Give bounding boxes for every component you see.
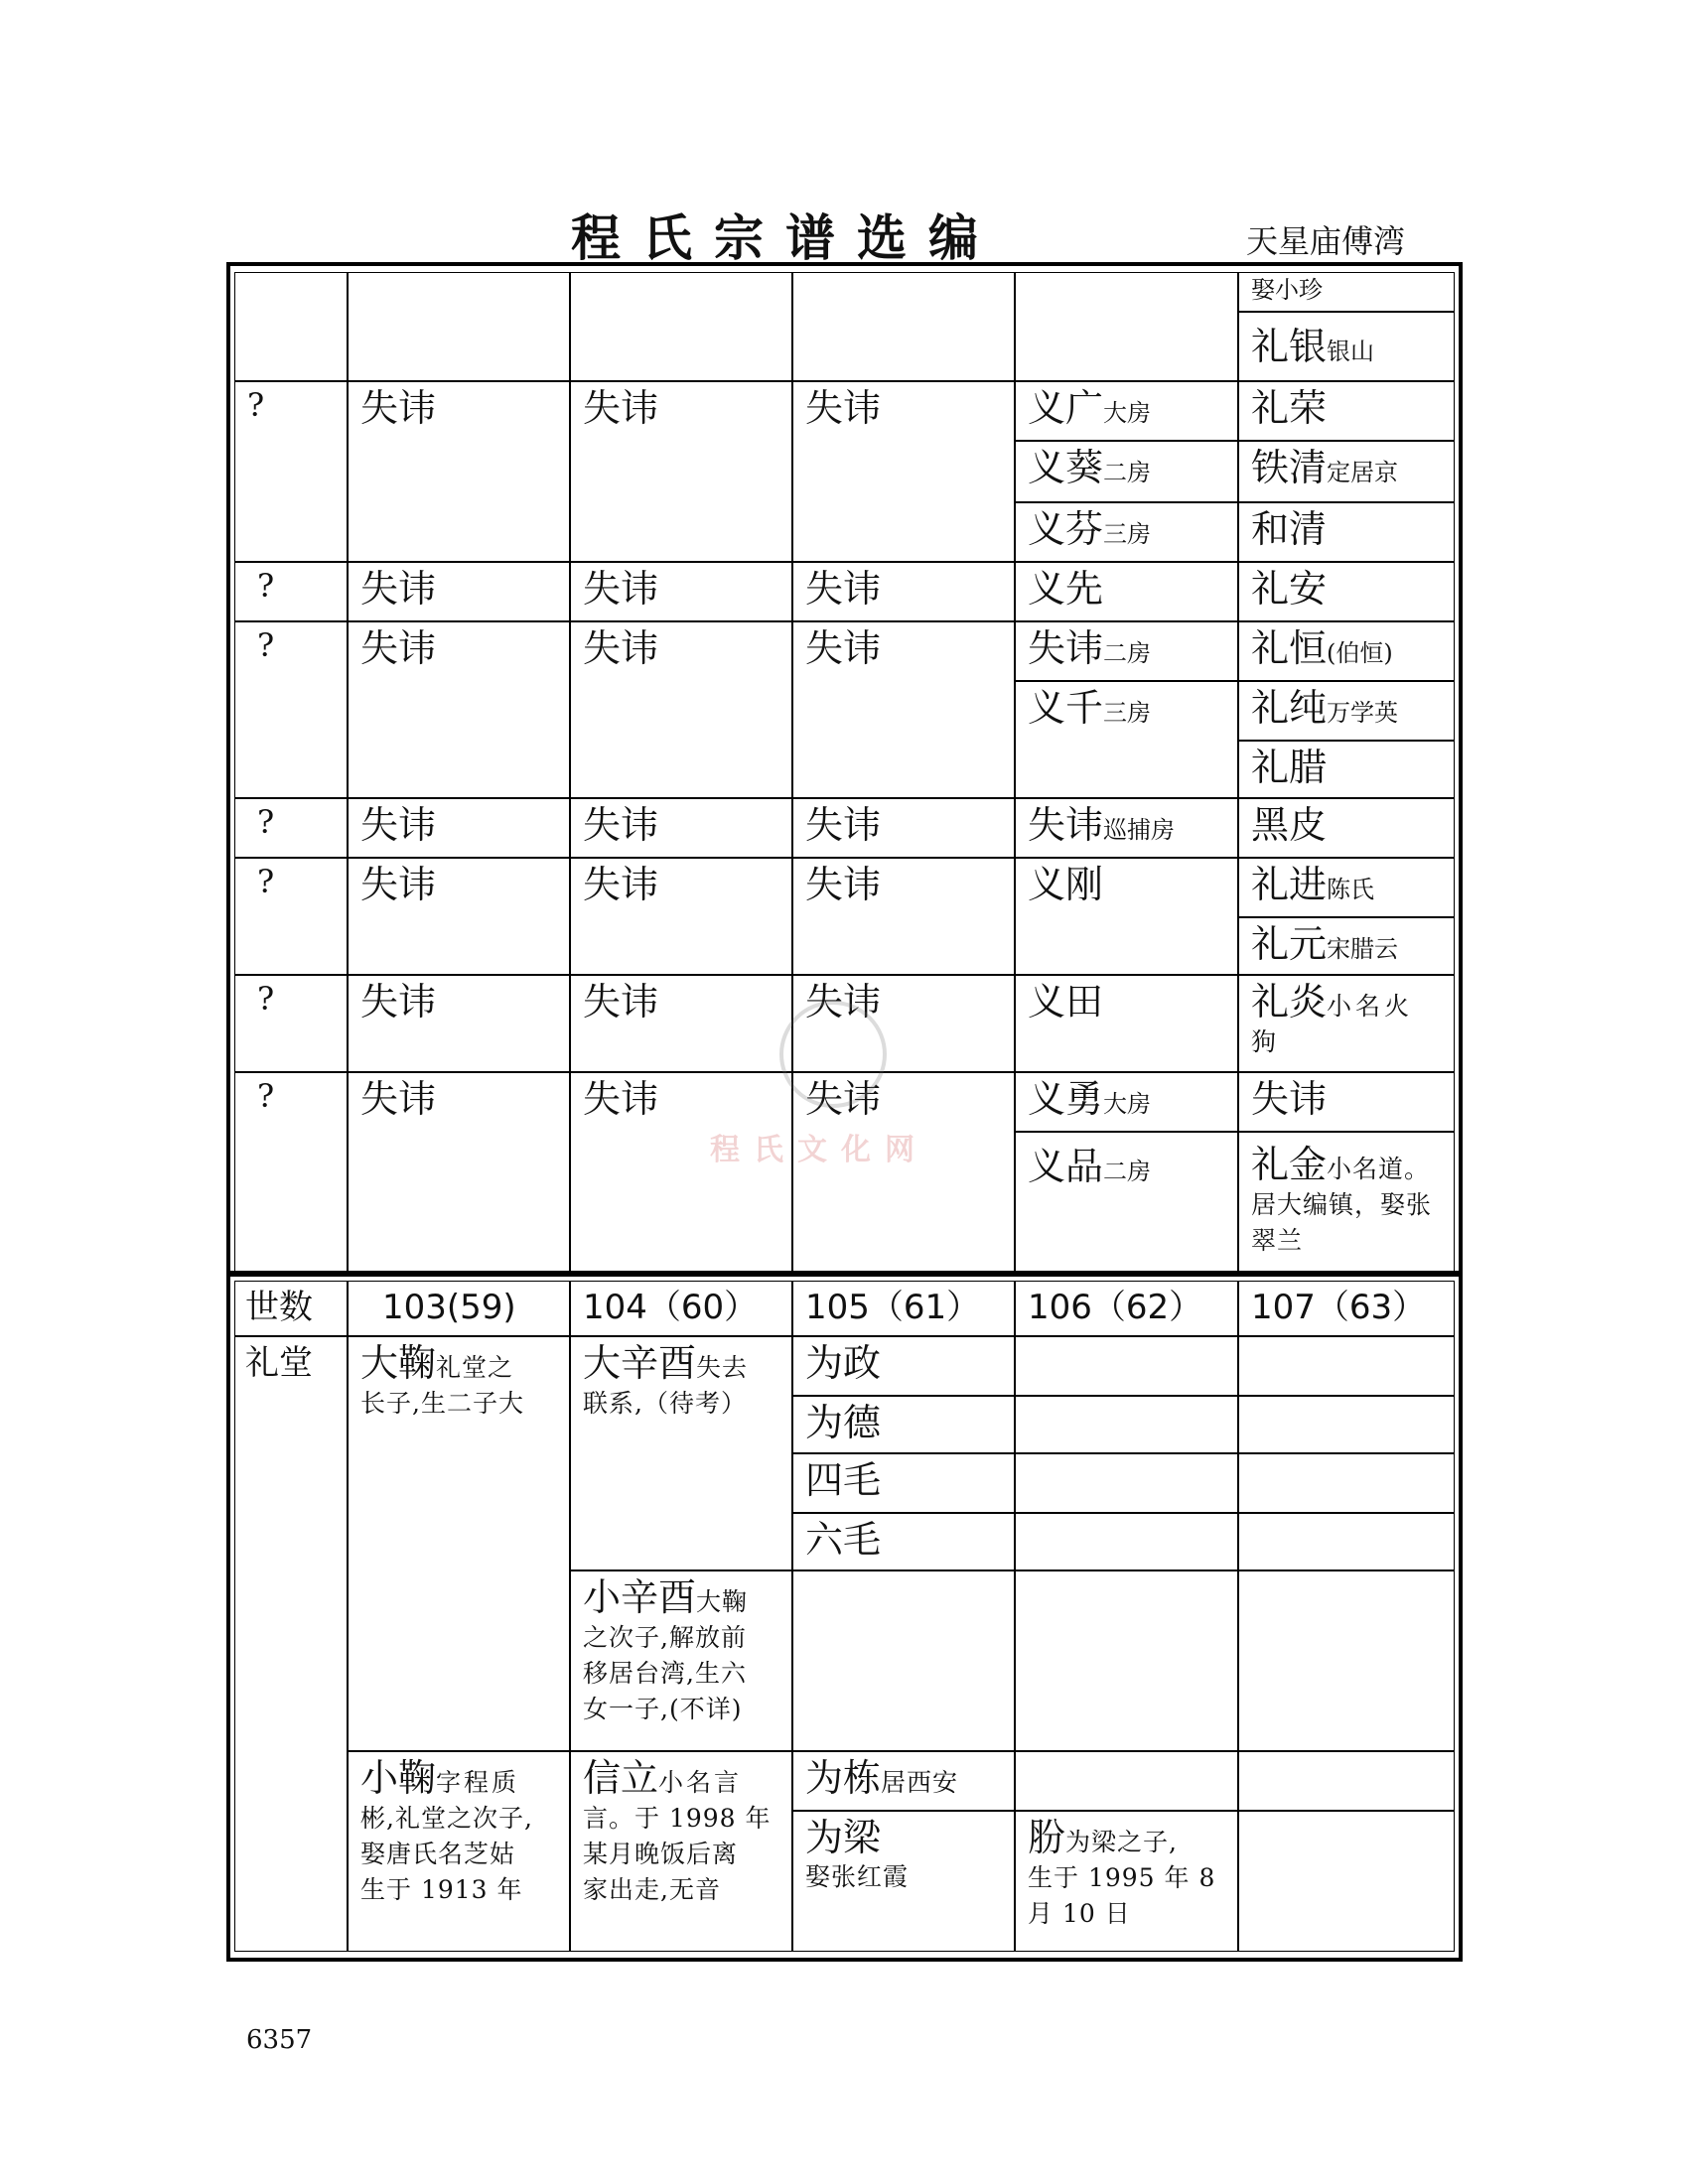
person-cell bbox=[1238, 917, 1455, 975]
person-note: 宋腊云 bbox=[1327, 935, 1399, 963]
person-note: 小名言 bbox=[658, 1768, 743, 1797]
person-name: 失讳 bbox=[348, 975, 570, 1072]
cell bbox=[1238, 1396, 1455, 1453]
person-note: 礼堂之 bbox=[436, 1353, 514, 1382]
person-note: 三房 bbox=[1103, 699, 1152, 727]
person-name: 义刚 bbox=[1015, 858, 1238, 975]
person-note: 言。于 1998 年 bbox=[583, 1804, 772, 1833]
page-number: 6357 bbox=[246, 2025, 313, 2055]
person-name: 为德 bbox=[792, 1396, 1015, 1453]
person-note: 之次子,解放前 bbox=[583, 1623, 747, 1652]
cell bbox=[1238, 1570, 1455, 1751]
person-name: 失讳 bbox=[1238, 1072, 1455, 1132]
person-name: 失讳 bbox=[1028, 803, 1104, 847]
generation-number: 106（62） bbox=[1015, 1281, 1238, 1336]
person-note: 彬,礼堂之次子, bbox=[360, 1804, 533, 1833]
person-cell bbox=[348, 1751, 570, 1952]
generation-number: 104（60） bbox=[570, 1281, 792, 1336]
section-divider bbox=[230, 1271, 1459, 1277]
person-name: 礼元 bbox=[1251, 922, 1328, 966]
person-name: 失讳 bbox=[348, 381, 570, 562]
place-name: 天星庙傅湾 bbox=[1246, 222, 1406, 260]
unknown-mark: ? bbox=[234, 975, 348, 1072]
unknown-mark: ? bbox=[234, 798, 348, 858]
person-name: 义葵 bbox=[1028, 446, 1104, 489]
person-cell bbox=[1238, 681, 1455, 741]
person-name: 失讳 bbox=[570, 858, 792, 975]
person-name: 和清 bbox=[1251, 507, 1328, 551]
person-note: 二房 bbox=[1103, 459, 1152, 486]
person-cell bbox=[348, 1336, 570, 1751]
cell bbox=[1238, 1453, 1455, 1513]
person-cell bbox=[1015, 621, 1238, 681]
watermark bbox=[710, 1001, 1008, 1169]
person-name: 为栋 bbox=[805, 1756, 882, 1800]
person-name: 礼进 bbox=[1251, 863, 1328, 906]
person-note: 娶张红霞 bbox=[805, 1862, 910, 1891]
cell bbox=[1238, 1811, 1455, 1952]
person-note: 女一子,(不详) bbox=[583, 1695, 743, 1723]
person-cell bbox=[1238, 741, 1455, 798]
person-note: 陈氏 bbox=[1327, 876, 1375, 903]
cell bbox=[234, 272, 348, 381]
person-note: 为梁之子, bbox=[1065, 1828, 1178, 1856]
watermark-text: 程氏文化网 bbox=[710, 1133, 928, 1167]
person-name: 失讳 bbox=[792, 1072, 1015, 1273]
cell bbox=[1238, 1336, 1455, 1396]
person-cell bbox=[1238, 621, 1455, 681]
person-name: 义芬 bbox=[1028, 507, 1104, 551]
person-name: 失讳 bbox=[570, 798, 792, 858]
cell bbox=[1015, 272, 1238, 381]
person-note: 大房 bbox=[1103, 1090, 1152, 1118]
person-name: 失讳 bbox=[348, 798, 570, 858]
person-note: 小名道。 bbox=[1327, 1155, 1431, 1183]
unknown-mark: ? bbox=[234, 1072, 348, 1273]
person-note: 二房 bbox=[1103, 1158, 1152, 1185]
person-cell bbox=[792, 1751, 1015, 1811]
person-name: 大鞠 bbox=[360, 1341, 437, 1385]
person-note: 长子,生二子大 bbox=[360, 1389, 524, 1418]
person-note: 万学英 bbox=[1327, 699, 1399, 727]
person-cell bbox=[1015, 441, 1238, 502]
person-note: 移居台湾,生六 bbox=[583, 1659, 747, 1688]
person-note: 定居京 bbox=[1327, 459, 1399, 486]
unknown-mark: ? bbox=[234, 381, 348, 562]
person-name: 六毛 bbox=[792, 1513, 1015, 1570]
person-cell bbox=[1015, 798, 1238, 858]
person-name: 大辛酉 bbox=[583, 1341, 697, 1385]
person-cell bbox=[1238, 312, 1455, 381]
watermark-seal-icon bbox=[779, 1001, 887, 1108]
cell bbox=[1015, 1751, 1238, 1811]
person-note: 某月晚饭后离 bbox=[583, 1840, 739, 1868]
unknown-mark: ? bbox=[234, 562, 348, 621]
person-note: (伯恒) bbox=[1327, 639, 1393, 667]
person-note: 字程质 bbox=[436, 1768, 520, 1797]
generation-number: 105（61） bbox=[792, 1281, 1015, 1336]
person-note: 狗 bbox=[1251, 1027, 1278, 1056]
person-note: 巡捕房 bbox=[1103, 816, 1176, 844]
generation-number: 103(59) bbox=[348, 1281, 570, 1336]
person-cell bbox=[1015, 1811, 1238, 1952]
person-name: 礼银 bbox=[1251, 325, 1328, 368]
person-name: 义先 bbox=[1015, 562, 1238, 621]
cell bbox=[348, 272, 570, 381]
person-name: 失讳 bbox=[348, 1072, 570, 1273]
person-name: 失讳 bbox=[570, 562, 792, 621]
person-name: 失讳 bbox=[348, 858, 570, 975]
unknown-mark: ? bbox=[234, 621, 348, 798]
person-cell bbox=[1238, 441, 1455, 502]
person-name: 礼金 bbox=[1251, 1143, 1328, 1186]
person-name: 礼炎 bbox=[1251, 980, 1328, 1024]
cell bbox=[792, 1570, 1015, 1751]
person-name: 义勇 bbox=[1028, 1077, 1104, 1121]
person-note: 二房 bbox=[1103, 639, 1152, 667]
person-name: 义广 bbox=[1028, 386, 1104, 430]
person-name: 失讳 bbox=[792, 798, 1015, 858]
person-name: 失讳 bbox=[792, 858, 1015, 975]
person-cell bbox=[1238, 381, 1455, 441]
person-note: 翠兰 bbox=[1251, 1226, 1304, 1255]
person-name: 失讳 bbox=[570, 975, 792, 1072]
person-cell bbox=[792, 1811, 1015, 1952]
cell bbox=[1015, 1513, 1238, 1570]
person-name: 失讳 bbox=[792, 381, 1015, 562]
person-cell bbox=[1015, 1072, 1238, 1132]
spouse-note: 娶小珍 bbox=[1238, 272, 1455, 312]
cell bbox=[1015, 1336, 1238, 1396]
person-name: 失讳 bbox=[792, 621, 1015, 798]
page-title: 程氏宗谱选编 bbox=[571, 209, 1000, 267]
person-name: 信立 bbox=[583, 1756, 659, 1800]
person-name: 失讳 bbox=[792, 562, 1015, 621]
person-name: 礼荣 bbox=[1251, 386, 1328, 430]
person-name: 义田 bbox=[1015, 975, 1238, 1072]
cell bbox=[1238, 1751, 1455, 1811]
person-name: 礼腊 bbox=[1251, 746, 1328, 789]
person-cell bbox=[1015, 381, 1238, 441]
person-note: 娶唐氏名芝姑 bbox=[360, 1840, 516, 1868]
cell bbox=[1238, 1513, 1455, 1570]
person-cell bbox=[1015, 1132, 1238, 1273]
person-cell bbox=[1238, 975, 1455, 1072]
cell bbox=[1015, 1396, 1238, 1453]
person-cell bbox=[1015, 502, 1238, 562]
person-cell bbox=[570, 1570, 792, 1751]
person-name: 黑皮 bbox=[1238, 798, 1455, 858]
person-name: 小辛酉 bbox=[583, 1575, 697, 1619]
person-note: 银山 bbox=[1327, 338, 1375, 365]
person-name: 四毛 bbox=[792, 1453, 1015, 1513]
person-note: 失去 bbox=[696, 1353, 749, 1382]
person-name: 失讳 bbox=[348, 562, 570, 621]
unknown-mark: ? bbox=[234, 858, 348, 975]
person-name: 失讳 bbox=[570, 381, 792, 562]
root-ancestor: 礼堂 bbox=[234, 1336, 348, 1952]
generation-label: 世数 bbox=[234, 1281, 348, 1336]
person-name: 义千 bbox=[1028, 686, 1104, 730]
person-note: 小名火 bbox=[1327, 992, 1414, 1021]
person-note: 月 10 日 bbox=[1028, 1899, 1131, 1928]
person-name: 失讳 bbox=[348, 621, 570, 798]
person-note: 生于 1995 年 8 bbox=[1028, 1863, 1216, 1892]
person-name: 为政 bbox=[792, 1336, 1015, 1396]
person-name: 失讳 bbox=[792, 975, 1015, 1072]
cell bbox=[1015, 1453, 1238, 1513]
person-cell bbox=[1238, 502, 1455, 562]
person-cell bbox=[1238, 1132, 1455, 1273]
person-name: 义品 bbox=[1028, 1145, 1104, 1188]
person-cell bbox=[570, 1336, 792, 1570]
person-note: 生于 1913 年 bbox=[360, 1875, 523, 1904]
person-name: 失讳 bbox=[570, 621, 792, 798]
cell bbox=[792, 272, 1015, 381]
person-name: 失讳 bbox=[1028, 626, 1104, 670]
person-note: 大房 bbox=[1103, 399, 1152, 427]
person-name: 失讳 bbox=[570, 1072, 792, 1273]
person-note: 联系,（待考） bbox=[583, 1389, 747, 1418]
person-name: 礼纯 bbox=[1251, 686, 1328, 730]
person-name: 小鞠 bbox=[360, 1756, 437, 1800]
person-name: 铁清 bbox=[1251, 446, 1328, 489]
generation-number: 107（63） bbox=[1238, 1281, 1455, 1336]
person-note: 家出走,无音 bbox=[583, 1875, 721, 1904]
cell bbox=[570, 272, 792, 381]
person-cell bbox=[1238, 858, 1455, 917]
person-note: 大鞠 bbox=[696, 1587, 749, 1616]
person-cell bbox=[1015, 681, 1238, 798]
person-cell bbox=[570, 1751, 792, 1952]
person-name: 礼安 bbox=[1238, 562, 1455, 621]
person-note: 居西安 bbox=[881, 1768, 959, 1797]
person-name: 为梁 bbox=[805, 1816, 882, 1859]
person-note: 居大编镇，娶张 bbox=[1251, 1190, 1433, 1219]
person-name: 礼恒 bbox=[1251, 626, 1328, 670]
person-name: 肦 bbox=[1028, 1816, 1066, 1859]
cell bbox=[1015, 1570, 1238, 1751]
person-note: 三房 bbox=[1103, 520, 1152, 548]
